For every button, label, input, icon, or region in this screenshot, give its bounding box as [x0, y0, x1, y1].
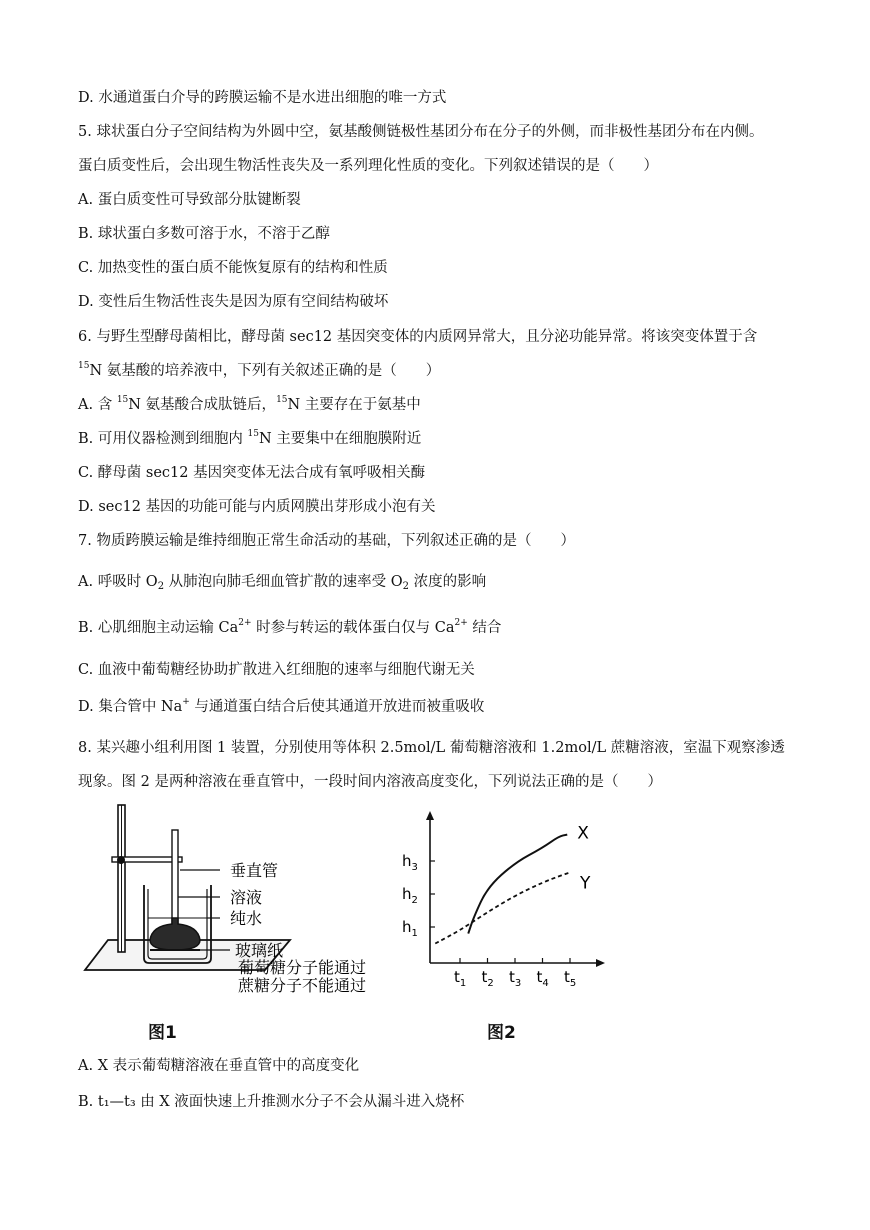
- q6-option-c: C. 酵母菌 sec12 基因突变体无法合成有氧呼吸相关酶: [78, 465, 426, 481]
- y-axis-arrow: [426, 811, 434, 820]
- q7-option-d: D. 集合管中 Na+ 与通道蛋白结合后使其通道开放进而被重吸收: [78, 697, 485, 715]
- series-line-X: [468, 835, 567, 934]
- series-line-Y: [435, 873, 570, 944]
- x-tick-label: $t_5$: [564, 968, 577, 989]
- q7-option-a: A. 呼吸时 $O_2$ 从肺泡向肺毛细血管扩散的速率受 $O_2$ 浓度的影响: [78, 574, 487, 592]
- figure-2-chart: [395, 805, 620, 995]
- label-vertical-tube: 垂直管: [230, 861, 279, 880]
- figure-1-caption: 图1: [148, 1023, 177, 1043]
- q6-option-b: B. 可用仪器检测到细胞内 $^{15}$N 主要集中在细胞膜附近: [78, 429, 422, 447]
- label-sucrose-block: 蔗糖分子不能通过: [238, 976, 367, 995]
- q5-stem-line-2: 蛋白质变性后，会出现生物活性丧失及一系列理化性质的变化。下列叙述错误的是（ ）: [78, 158, 658, 174]
- q5-option-d: D. 变性后生物活性丧失是因为原有空间结构破坏: [78, 294, 389, 310]
- q4-option-d: D. 水通道蛋白介导的跨膜运输不是水进出细胞的唯一方式: [78, 90, 447, 106]
- label-cellophane: 玻璃纸: [235, 941, 284, 960]
- q5-stem-line-1: 5. 球状蛋白分子空间结构为外圆中空，氨基酸侧链极性基团分布在分子的外侧，而非极性基团分布在内侧。: [78, 124, 764, 140]
- q7-stem: 7. 物质跨膜运输是维持细胞正常生命活动的基础，下列叙述正确的是（ ）: [78, 533, 575, 549]
- x-tick-label: $t_3$: [509, 968, 522, 989]
- y-tick-label: $h_1$: [402, 918, 418, 939]
- q5-option-c: C. 加热变性的蛋白质不能恢复原有的结构和性质: [78, 260, 388, 276]
- q6-option-a: A. 含 $^{15}$N 氨基酸合成肽链后，$^{15}$N 主要存在于氨基中: [78, 395, 421, 413]
- label-pure-water: 纯水: [230, 909, 263, 928]
- series-label-X: X: [577, 823, 589, 844]
- q7-option-c: C. 血液中葡萄糖经协助扩散进入红细胞的速率与细胞代谢无关: [78, 662, 475, 678]
- q6-stem-line-2: $^{15}$N 氨基酸的培养液中，下列有关叙述正确的是（ ）: [78, 361, 441, 379]
- funnel: [150, 918, 200, 950]
- q5-option-b: B. 球状蛋白多数可溶于水，不溶于乙醇: [78, 226, 330, 242]
- q7-option-b: B. 心肌细胞主动运输 $Ca^{2+}$ 时参与转运的载体蛋白仅与 $Ca^{2+}$ 结合: [78, 618, 502, 636]
- x-tick-label: $t_1$: [454, 968, 467, 989]
- q8-stem-line-1: 8. 某兴趣小组利用图 1 装置，分别使用等体积 2.5mol/L 葡萄糖溶液和 1.2mol/L 蔗糖溶液，室温下观察渗透: [78, 740, 785, 756]
- q6-stem-line-1: 6. 与野生型酵母菌相比，酵母菌 sec12 基因突变体的内质网异常大，且分泌功能异常。将该突变体置于含: [78, 329, 758, 345]
- label-glucose-pass: 葡萄糖分子能通过: [238, 958, 367, 977]
- q5-option-a: A. 蛋白质变性可导致部分肽键断裂: [78, 192, 301, 208]
- q8-option-a: A. X 表示葡萄糖溶液在垂直管中的高度变化: [78, 1058, 360, 1074]
- figure-1-apparatus: [80, 800, 400, 1005]
- q8-option-b: B. t₁—t₃ 由 X 液面快速上升推测水分子不会从漏斗进入烧杯: [78, 1094, 465, 1110]
- x-axis-arrow: [596, 959, 605, 967]
- series-label-Y: Y: [580, 873, 591, 894]
- figure-2-caption: 图2: [487, 1023, 516, 1043]
- clamp-knob: [117, 856, 125, 864]
- x-tick-label: $t_4$: [536, 968, 549, 989]
- x-tick-label: $t_2$: [481, 968, 494, 989]
- q8-stem-line-2: 现象。图 2 是两种溶液在垂直管中，一段时间内溶液高度变化，下列说法正确的是（ ）: [78, 774, 662, 790]
- q6-option-d: D. sec12 基因的功能可能与内质网膜出芽形成小泡有关: [78, 499, 436, 515]
- label-solution: 溶液: [230, 888, 263, 907]
- y-tick-label: $h_2$: [402, 885, 418, 906]
- y-tick-label: $h_3$: [402, 852, 418, 873]
